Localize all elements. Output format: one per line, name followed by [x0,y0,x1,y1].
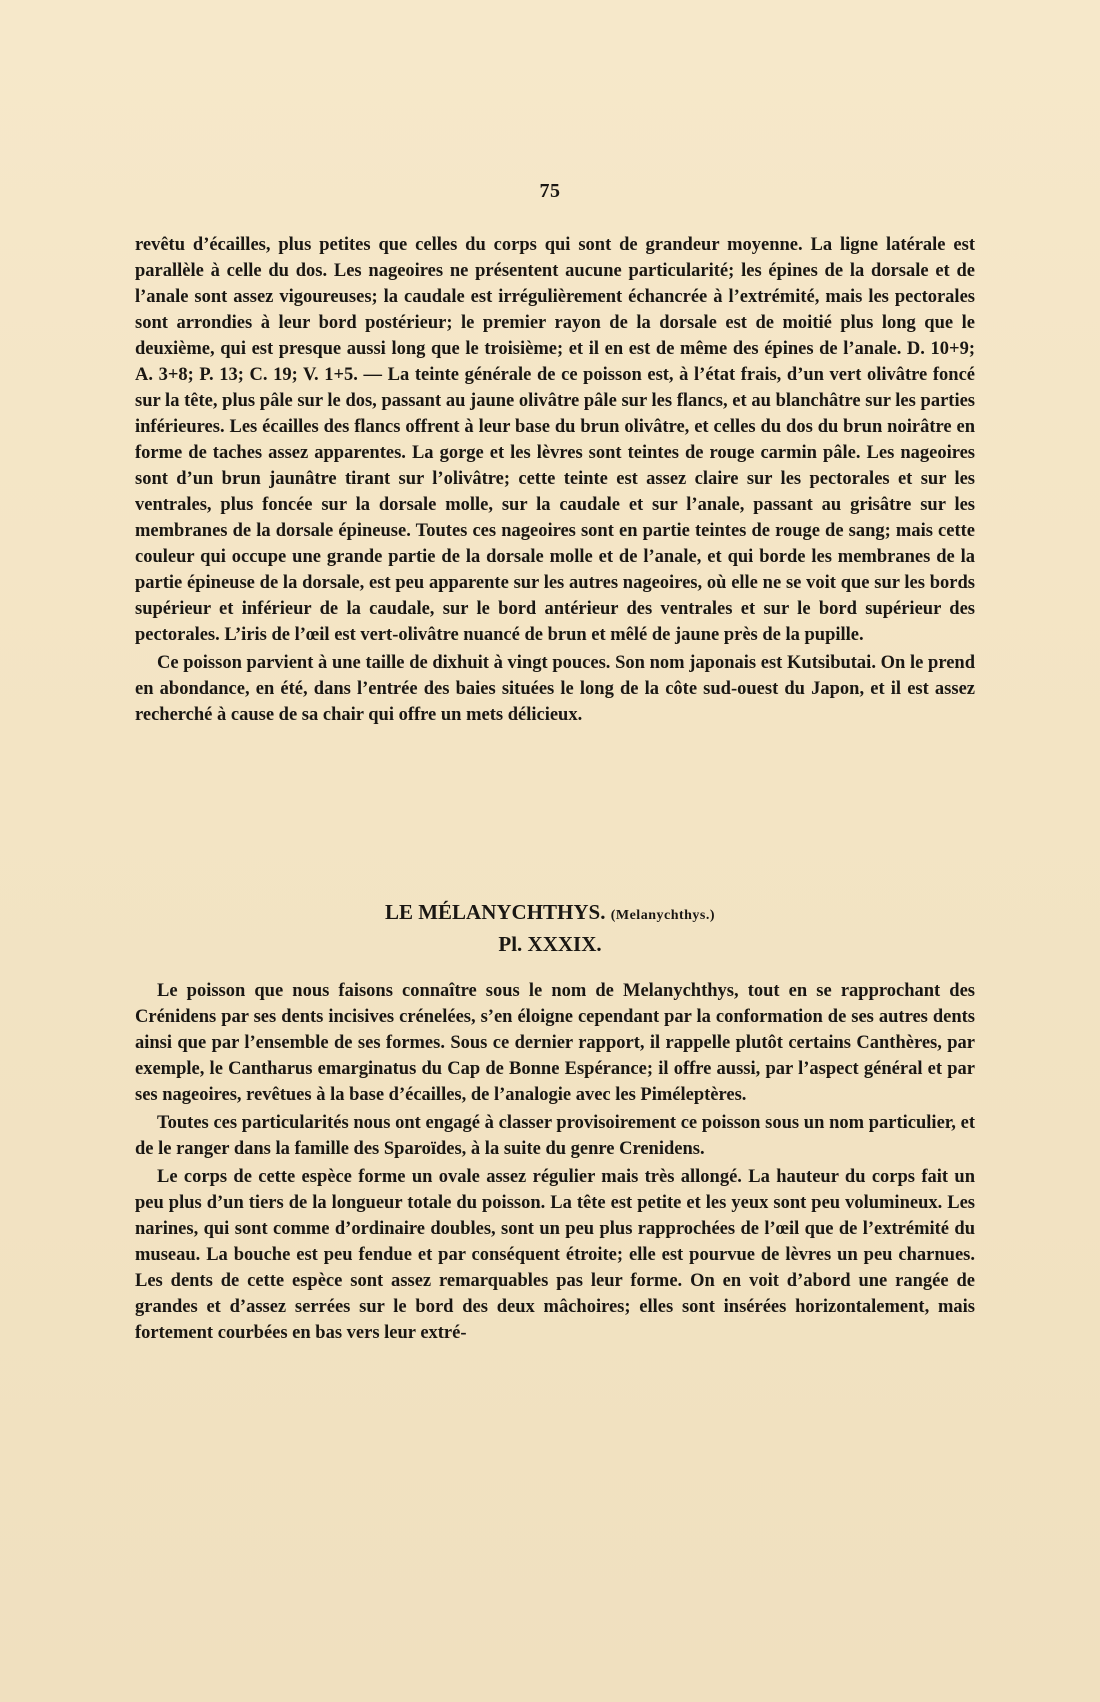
text-block-melanychthys [135,978,975,1348]
section-title: LE MÉLANYCHTHYS. [384,900,606,924]
section-heading [0,898,1100,958]
section-latin-name: (Melanychthys.) [610,908,716,923]
paragraph: Toutes ces particularités nous ont engagé à classer provisoirement ce poisson sous un nom particulier, et de le ranger dans la famille des Sparoïdes, à la suite du genre Crenidens. [135,1113,975,1159]
paragraph: Le poisson que nous faisons connaître sous le nom de Melanychthys, tout en se rapprochant des Crénidens par ses dents incisives crénelées, s’en éloigne cependant par la conformation de ses autres dents ainsi que par l’ensemble de ses formes. Sous ce dernier rapport, il rappelle plutôt certains Canthères, par exemple, le Cantharus emarginatus du Cap de Bonne Espérance; il offre aussi, par l’aspect général et par ses nageoires, revêtues à la base d’écailles, de l’analogie avec les Piméleptères. [135,981,975,1105]
paragraph: Ce poisson parvient à une taille de dixhuit à vingt pouces. Son nom japonais est Kutsibutai. On le prend en abondance, en été, dans l’entrée des baies situées le long de la côte sud-ouest du Japon, et il est assez recherché à cause de sa chair qui offre un mets délicieux. [135,653,975,725]
text-block-continued [135,232,975,730]
section-title-line [0,898,1100,930]
paragraph: revêtu d’écailles, plus petites que celles du corps qui sont de grandeur moyenne. La ligne latérale est parallèle à celle du dos. Les nageoires ne présentent aucune particularité; les épines de la dorsale et de l’anale sont assez vigoureuses; la caudale est irrégulièrement échancrée à l’extrémité, mais les pectorales sont arrondies à leur bord postérieur; le premier rayon de la dorsale est de moitié plus long que le deuxième, qui est presque aussi long que le troisième; et il en est de même des épines de l’anale. D. 10+9; A. 3+8; P. 13; C. 19; V. 1+5. — La teinte générale de ce poisson est, à l’état frais, d’un vert olivâtre foncé sur la tête, plus pâle sur le dos, passant au jaune olivâtre pâle sur les flancs, et au blanchâtre sur les parties inférieures. Les écailles des flancs offrent à leur base du brun olivâtre, et celles du dos du brun noirâtre en forme de taches assez apparentes. La gorge et les lèvres sont teintes de rouge carmin pâle. Les nageoires sont d’un brun jaunâtre tirant sur l’olivâtre; cette teinte est assez claire sur les pectorales et sur les ventrales, plus foncée sur la dorsale molle, sur la caudale et sur l’anale, passant au grisâtre sur les membranes de la dorsale épineuse. Toutes ces nageoires sont en partie teintes de rouge de sang; mais cette couleur qui occupe une grande partie de la dorsale molle et de l’anale, et qui borde les membranes de la partie épineuse de la dorsale, est peu apparente sur les autres nageoires, où elle ne se voit que sur les bords supérieur et inférieur de la caudale, sur le bord antérieur des ventrales et sur le bord supérieur des pectorales. L’iris de l’œil est vert-olivâtre nuancé de brun et mêlé de jaune près de la pupille. [135,235,975,645]
plate-reference: Pl. XXXIX. [498,932,602,956]
paragraph: Le corps de cette espèce forme un ovale assez régulier mais très allongé. La hauteur du corps fait un peu plus d’un tiers de la longueur totale du poisson. La tête est petite et les yeux sont peu volumineux. Les narines, qui sont comme d’ordinaire doubles, sont un peu plus rapprochées de l’œil que de l’extrémité du museau. La bouche est peu fendue et par conséquent étroite; elle est pourvue de lèvres un peu charnues. Les dents de cette espèce sont assez remarquables pas leur forme. On en voit d’abord une rangée de grandes et d’assez serrées sur le bord des deux mâchoires; elles sont insérées horizontalement, mais fortement courbées en bas vers leur extré- [135,1167,975,1343]
page-number: 75 [539,180,561,202]
